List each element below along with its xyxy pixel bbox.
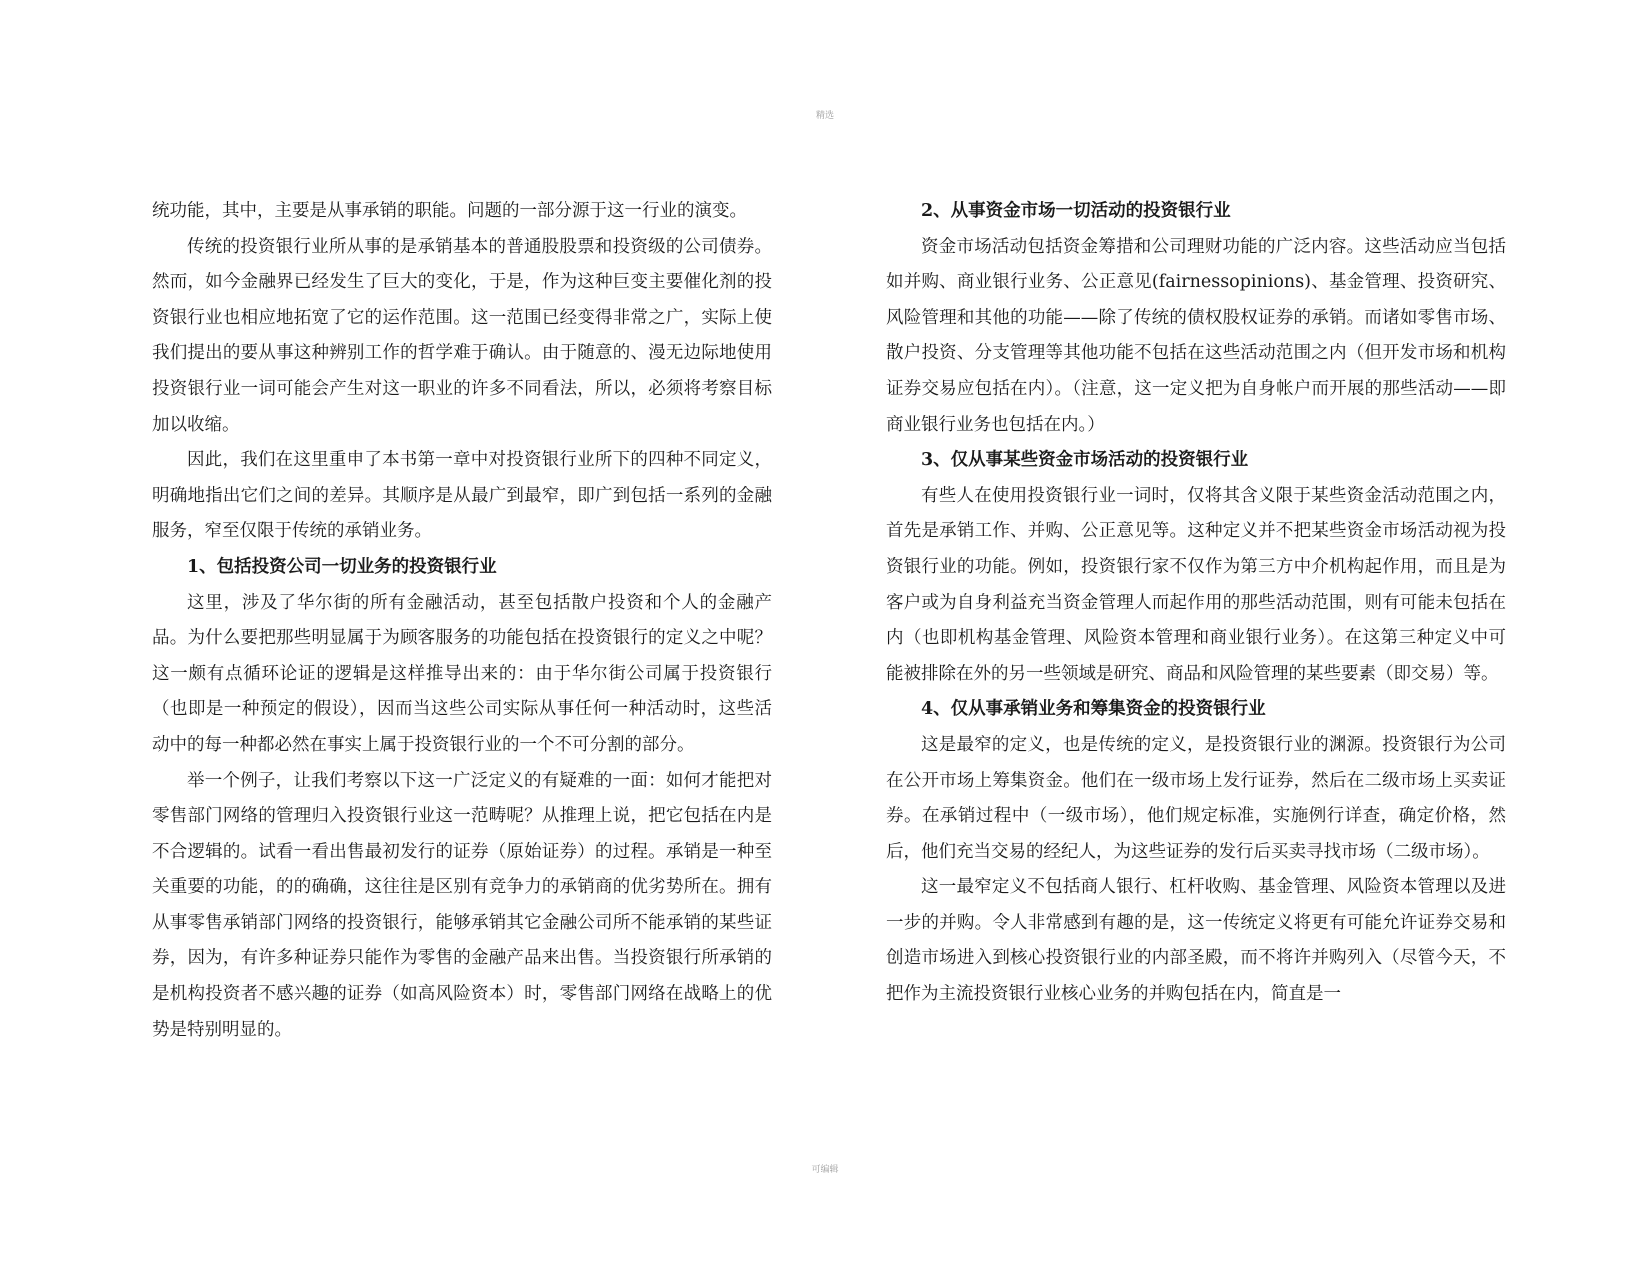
right-text-column bbox=[886, 194, 1506, 1013]
paragraph-capital-markets: 资金市场活动包括资金筹措和公司理财功能的广泛内容。这些活动应当包括如并购、商业银行业务、公正意见(fairnessopinions)、基金管理、投资研究、风险管理和其他的功能——除了传统的债权股权证券的承销。而诸如零售市场、散户投资、分支管理等其他功能不包括在这些活动范围之内（但开发市场和机构证券交易应包括在内）。（注意，这一定义把为自身帐户而开展的那些活动——即商业银行业务也包括在内。） bbox=[886, 236, 1506, 435]
section-heading-4: 4、仅从事承销业务和筹集资金的投资银行业 bbox=[921, 699, 1266, 720]
section-heading-1: 1、包括投资公司一切业务的投资银行业 bbox=[187, 556, 497, 577]
paragraph-narrowest-definition: 这是最窄的定义，也是传统的定义，是投资银行业的渊源。投资银行为公司在公开市场上筹集资金。他们在一级市场上发行证券，然后在二级市场上买卖证券。在承销过程中（一级市场），他们规定标准，实施例行详查，确定价格，然后，他们充当交易的经纪人，为这些证券的发行后买卖寻找市场（二级市场）。 bbox=[886, 734, 1506, 862]
left-text-column bbox=[152, 194, 772, 1048]
paragraph-four-definitions: 因此，我们在这里重申了本书第一章中对投资银行业所下的四种不同定义，明确地指出它们之间的差异。其顺序是从最广到最窄，即广到包括一系列的金融服务，窄至仅限于传统的承销业务。 bbox=[152, 450, 772, 542]
header-watermark: 精选 bbox=[815, 111, 834, 121]
footer-watermark: 可编辑 bbox=[811, 1165, 839, 1175]
paragraph-traditional-ib: 传统的投资银行业所从事的是承销基本的普通股股票和投资级的公司债券。然而，如今金融界已经发生了巨大的变化，于是，作为这种巨变主要催化剂的投资银行业也相应地拓宽了它的运作范围。这一范围已经变得非常之广，实际上使我们提出的要从事这种辨别工作的哲学难于确认。由于随意的、漫无边际地使用投资银行业一词可能会产生对这一职业的许多不同看法，所以，必须将考察目标加以收缩。 bbox=[152, 236, 772, 435]
paragraph-continuation: 统功能，其中，主要是从事承销的职能。问题的一部分源于这一行业的演变。 bbox=[152, 201, 747, 221]
paragraph-retail-example: 举一个例子，让我们考察以下这一广泛定义的有疑难的一面：如何才能把对零售部门网络的管理归入投资银行业这一范畴呢？从推理上说，把它包括在内是不合逻辑的。试看一看出售最初发行的证券（原始证券）的过程。承销是一种至关重要的功能，的的确确，这往往是区别有竞争力的承销商的优劣势所在。拥有从事零售承销部门网络的投资银行，能够承销其它金融公司所不能承销的某些证券，因为，有许多种证券只能作为零售的金融产品来出售。当投资银行所承销的是机构投资者不感兴趣的证券（如高风险资本）时，零售部门网络在战略上的优势是特别明显的。 bbox=[152, 770, 772, 1040]
section-heading-2: 2、从事资金市场一切活动的投资银行业 bbox=[921, 201, 1231, 221]
paragraph-wall-street: 这里，涉及了华尔街的所有金融活动，甚至包括散户投资和个人的金融产品。为什么要把那些明显属于为顾客服务的功能包括在投资银行的定义之中呢？这一颇有点循环论证的逻辑是这样推导出来的：由于华尔街公司属于投资银行（也即是一种预定的假设），因而当这些公司实际从事任何一种活动时，这些活动中的每一种都必然在事实上属于投资银行业的一个不可分割的部分。 bbox=[152, 592, 772, 755]
section-heading-3: 3、仅从事某些资金市场活动的投资银行业 bbox=[921, 450, 1249, 471]
paragraph-exclusions: 这一最窄定义不包括商人银行、杠杆收购、基金管理、风险资本管理以及进一步的并购。令人非常感到有趣的是，这一传统定义将更有可能允许证券交易和创造市场进入到核心投资银行业的内部圣殿，而不将许并购列入（尽管今天，不把作为主流投资银行业核心业务的并购包括在内，简直是一 bbox=[886, 877, 1506, 1005]
paragraph-some-activities: 有些人在使用投资银行业一词时，仅将其含义限于某些资金活动范围之内，首先是承销工作、并购、公正意见等。这种定义并不把某些资金市场活动视为投资银行业的功能。例如，投资银行家不仅作为第三方中介机构起作用，而且是为客户或为自身利益充当资金管理人而起作用的那些活动范围，则有可能未包括在内（也即机构基金管理、风险资本管理和商业银行业务）。在这第三种定义中可能被排除在外的另一些领域是研究、商品和风险管理的某些要素（即交易）等。 bbox=[886, 485, 1506, 684]
